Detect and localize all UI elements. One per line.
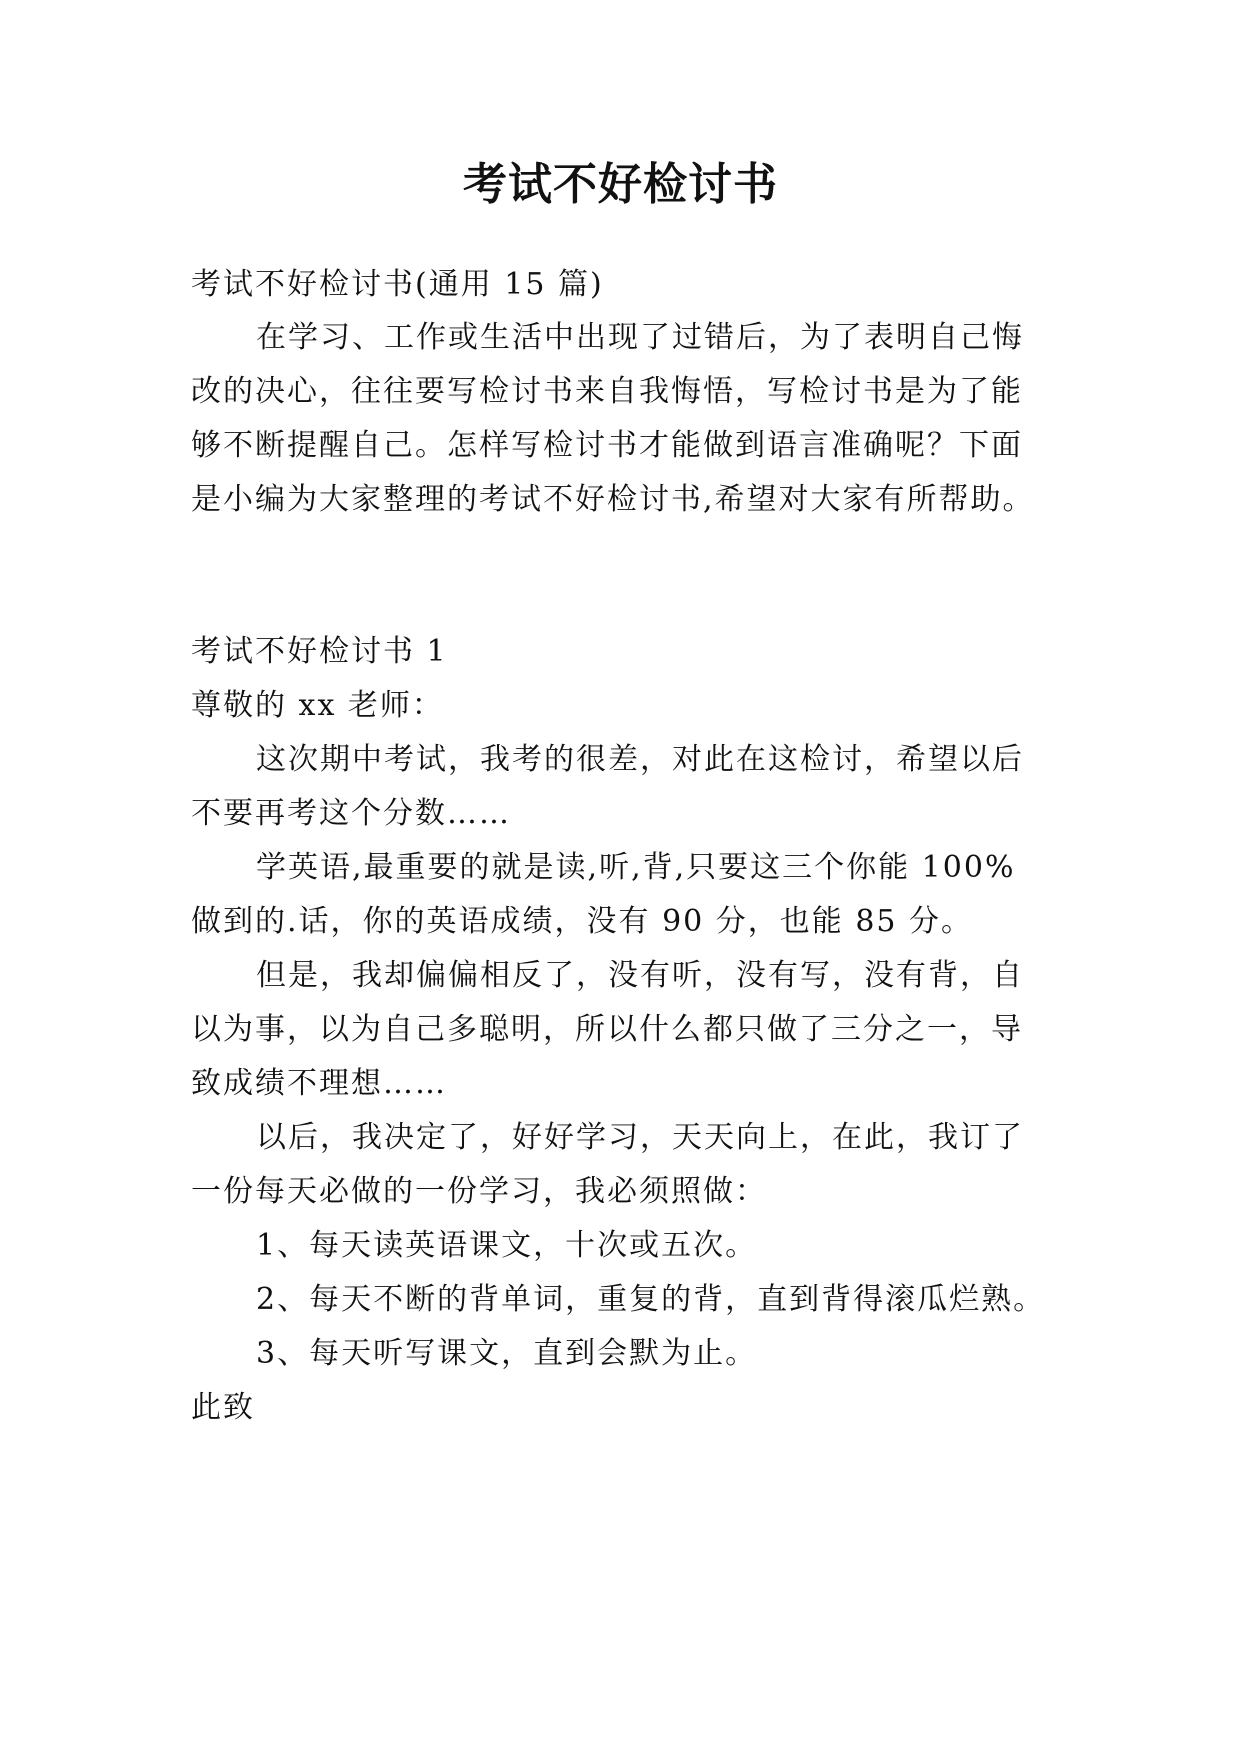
closing: 此致 (191, 1390, 255, 1425)
intro-line: 够不断提醒自己。怎样写检讨书才能做到语言准确呢？下面 (191, 428, 1023, 463)
intro-line: 改的决心，往往要写检讨书来自我悔悟，写检讨书是为了能 (191, 374, 1023, 409)
list-item: 2、每天不断的背单词，重复的背，直到背得滚瓜烂熟。 (256, 1282, 1046, 1317)
body-line: 做到的.话，你的英语成绩，没有 90 分，也能 85 分。 (191, 904, 974, 939)
list-item: 1、每天读英语课文，十次或五次。 (256, 1228, 758, 1263)
list-item: 3、每天听写课文，直到会默为止。 (256, 1336, 758, 1371)
intro-line: 在学习、工作或生活中出现了过错后，为了表明自己悔 (256, 320, 1024, 355)
section-heading: 考试不好检讨书 1 (191, 634, 448, 669)
body-line: 学英语,最重要的就是读,听,背,只要这三个你能 100% (256, 850, 1016, 885)
body-line: 不要再考这个分数…… (191, 796, 511, 831)
intro-line: 是小编为大家整理的考试不好检讨书,希望对大家有所帮助。 (191, 482, 1035, 517)
body-line: 但是，我却偏偏相反了，没有听，没有写，没有背，自 (256, 958, 1024, 993)
body-line: 这次期中考试，我考的很差，对此在这检讨，希望以后 (256, 742, 1024, 777)
body-line: 致成绩不理想…… (191, 1066, 447, 1101)
document-subtitle: 考试不好检讨书(通用 15 篇) (191, 267, 604, 302)
body-line: 一份每天必做的一份学习，我必须照做： (191, 1174, 767, 1209)
salutation: 尊敬的 xx 老师： (191, 688, 444, 723)
body-line: 以后，我决定了，好好学习，天天向上，在此，我订了 (256, 1120, 1024, 1155)
document-title: 考试不好检讨书 (463, 159, 778, 210)
body-line: 以为事，以为自己多聪明，所以什么都只做了三分之一，导 (191, 1012, 1023, 1047)
